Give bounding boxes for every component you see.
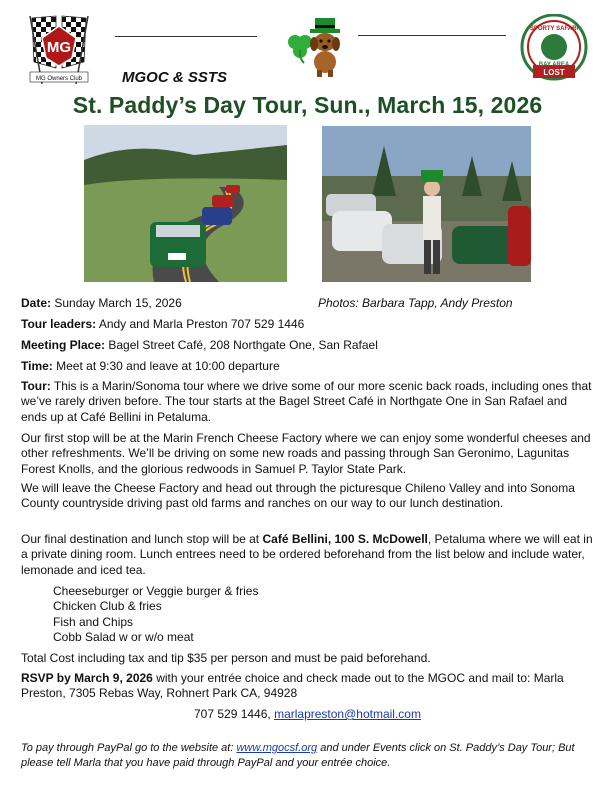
date-label: Date: xyxy=(21,296,52,310)
lunch-paragraph xyxy=(21,532,596,578)
date-value: Sunday March 15, 2026 xyxy=(54,296,182,310)
ssts-logo-line-2: BAY AREA xyxy=(538,62,570,68)
organizer-heading: MGOC & SSTS xyxy=(122,69,228,86)
photo-credits: Photos: Barbara Tapp, Andy Preston xyxy=(318,296,513,310)
leaders-label: Tour leaders: xyxy=(21,317,97,331)
email-link[interactable]: marlapreston@hotmail.com xyxy=(274,707,421,721)
contact-line xyxy=(0,707,615,721)
menu-item: Cheeseburger or Veggie burger & fries xyxy=(53,584,259,598)
contact-phone: 707 529 1446, xyxy=(194,707,275,721)
chileno-valley-paragraph: We will leave the Cheese Factory and head out through the picturesque Chileno Valley and into Sonoma County countryside driving past old farms and ranches on our way to our lunch destination. xyxy=(21,481,575,511)
tour-label: Tour: xyxy=(21,379,51,393)
time-label: Time: xyxy=(21,359,53,373)
rsvp-deadline: RSVP by March 9, 2026 xyxy=(21,671,153,685)
ssts-logo-line-3: LOST xyxy=(543,68,565,77)
lunch-text-c: , Petaluma where we will eat in a private dining room. Lunch entrees need to be ordered beforehand from the list below and include water, lemonade and iced tea. xyxy=(21,532,593,577)
leaders-value: Andy and Marla Preston 707 529 1446 xyxy=(98,317,305,331)
photo-parked-cars xyxy=(322,126,531,282)
paypal-note xyxy=(21,741,601,770)
total-cost: Total Cost including tax and tip $35 per person and must be paid beforehand. xyxy=(21,651,431,665)
menu-item: Chicken Club & fries xyxy=(53,599,162,614)
mg-logo xyxy=(26,12,92,88)
tour-paragraph xyxy=(21,379,596,425)
meeting-label: Meeting Place: xyxy=(21,338,106,352)
cheese-factory-paragraph: Our first stop will be at the Marin French Cheese Factory where we can enjoy some wonderful cheeses and other refreshments. We’ll be driving on some new roads and passing through San Geronimo, Lagunitas Forest Knolls, and the glorious redwoods in Samuel P. Taylor State Park. xyxy=(21,431,591,476)
lunch-venue: Café Bellini, 100 S. McDowell xyxy=(262,532,428,546)
menu-item: Fish and Chips xyxy=(53,614,134,629)
time-value: Meet at 9:30 and leave at 10:00 departure xyxy=(56,359,280,373)
meeting-value: Bagel Street Café, 208 Northgate One, San Rafael xyxy=(108,338,378,352)
ssts-logo-line-1: SPORTY SAFARI xyxy=(529,26,579,32)
time-line xyxy=(21,359,280,373)
meeting-line xyxy=(21,338,378,352)
ssts-logo xyxy=(516,14,592,84)
leprechaun-dog-image xyxy=(306,14,344,78)
rsvp-text: with your entrée choice and check made out to the MGOC and mail to: Marla Preston, 7305 Rebas Way, Rohnert Park CA, 94928 xyxy=(21,671,564,701)
date-line xyxy=(21,296,182,310)
paypal-text-a: To pay through PayPal go to the website at: xyxy=(21,742,237,754)
header-line-right xyxy=(358,35,506,36)
leaders-line xyxy=(21,317,304,331)
website-link[interactable]: www.mgocsf.org xyxy=(236,742,318,754)
rsvp-paragraph xyxy=(21,671,596,702)
photo-road-cars xyxy=(84,125,287,282)
menu-item: Cobb Salad w or w/o meat xyxy=(53,629,194,644)
paypal-text-b: and under Events click on St. Paddy’s Day Tour; But please tell Marla that you have paid through PayPal and your entrée choice. xyxy=(21,742,575,769)
svg-text:MG: MG xyxy=(46,39,72,56)
header-line-left xyxy=(115,36,257,37)
page-title: St. Paddy’s Day Tour, Sun., March 15, 2026 xyxy=(72,92,543,118)
tour-value: This is a Marin/Sonoma tour where we drive some of our more scenic back roads, including ones that we’ve rarely driven before. The tour starts at the Bagel Street Café in Northgate One in San Rafael and ends up at Café Bellini in Petaluma. xyxy=(21,379,592,424)
svg-text:MG Owners Club: MG Owners Club xyxy=(35,76,83,82)
menu-list xyxy=(53,584,258,645)
lunch-text-a: Our final destination and lunch stop will be at xyxy=(21,532,263,546)
